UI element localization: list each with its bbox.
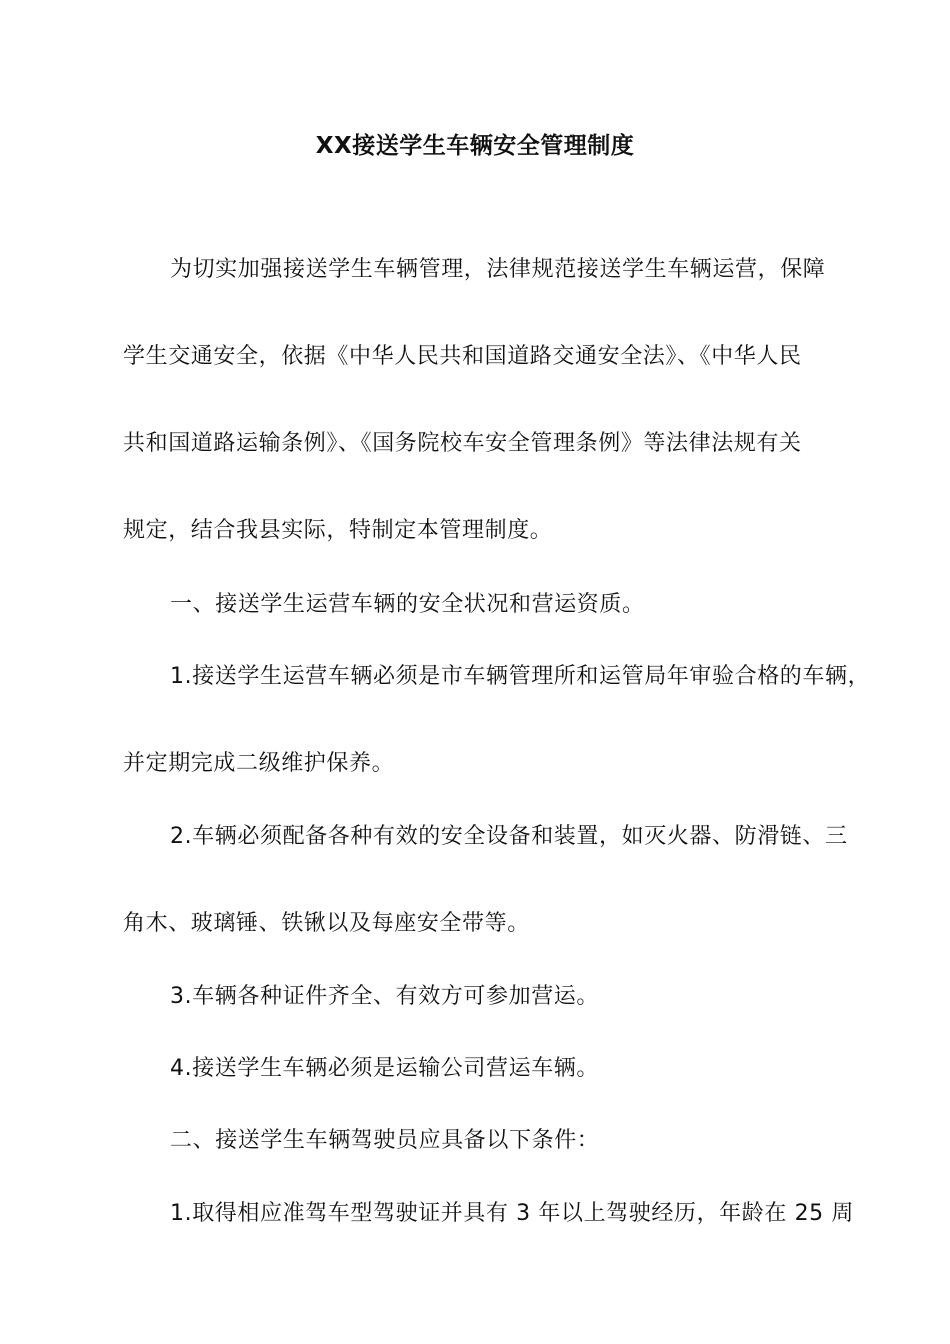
- paragraph-line: 3.车辆各种证件齐全、有效方可参加营运。: [170, 984, 599, 1009]
- paragraph-line: 共和国道路运输条例》、《国务院校车安全管理条例》等法律法规有关: [123, 431, 802, 456]
- paragraph-line: 学生交通安全，依据《中华人民共和国道路交通安全法》、《中华人民: [123, 344, 802, 369]
- paragraph-line: 并定期完成二级维护保养。: [123, 751, 395, 776]
- paragraph-line: 2.车辆必须配备各种有效的安全设备和装置，如灭火器、防滑链、三: [170, 824, 848, 849]
- paragraph-line: 1.取得相应准驾车型驾驶证并具有 3 年以上驾驶经历，年龄在 25 周: [170, 1201, 854, 1226]
- paragraph-line: 规定，结合我县实际，特制定本管理制度。: [123, 518, 553, 543]
- document-title: XX接送学生车辆安全管理制度: [315, 133, 635, 159]
- paragraph-line: 为切实加强接送学生车辆管理，法律规范接送学生车辆运营，保障: [170, 257, 826, 282]
- paragraph-line: 角木、玻璃锤、铁锹以及每座安全带等。: [123, 911, 530, 936]
- section-heading: 一、接送学生运营车辆的安全状况和营运资质。: [170, 592, 645, 617]
- paragraph-line: 1.接送学生运营车辆必须是市车辆管理所和运管局年审验合格的车辆，: [170, 664, 871, 689]
- section-heading: 二、接送学生车辆驾驶员应具备以下条件：: [170, 1128, 600, 1153]
- paragraph-line: 4.接送学生车辆必须是运输公司营运车辆。: [170, 1056, 599, 1081]
